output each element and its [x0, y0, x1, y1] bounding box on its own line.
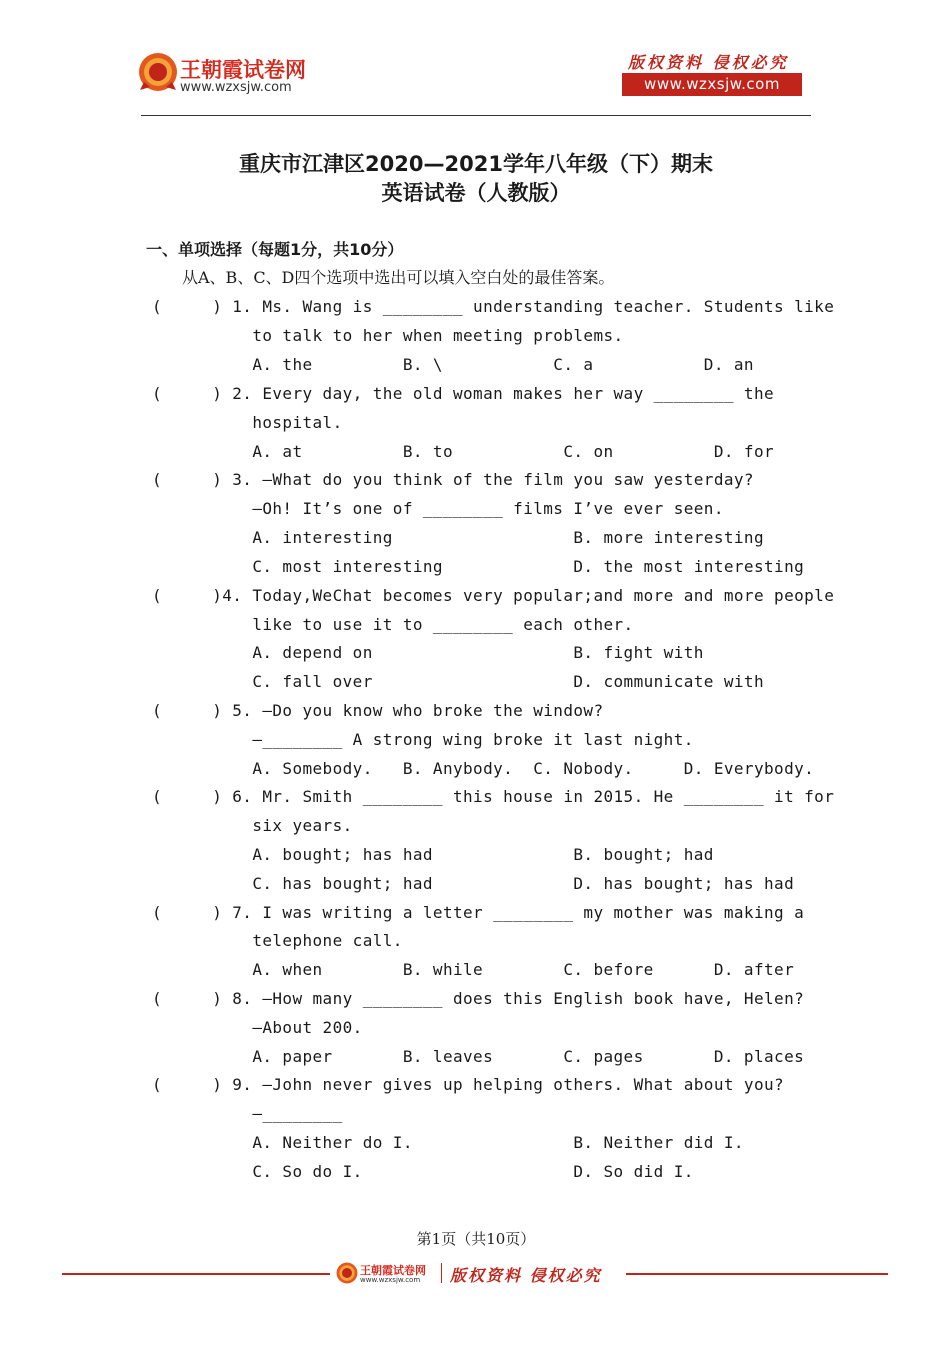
question-line: ( ) 7. I was writing a letter ________ my mother was making a — [152, 903, 805, 922]
question-line: C. So do I. D. So did I. — [152, 1162, 694, 1181]
footer-brand: 王朝霞试卷网 — [360, 1264, 426, 1277]
footer-divider-left — [62, 1273, 330, 1275]
question-line: ( ) 3. —What do you think of the film you saw yesterday? — [152, 470, 754, 489]
question-line: A. when B. while C. before D. after — [152, 960, 795, 979]
question-line: ( ) 1. Ms. Wang is ________ understanding teacher. Students like — [152, 297, 835, 316]
question-line: C. has bought; had D. has bought; has had — [152, 874, 795, 893]
question-line: ( )4. Today,WeChat becomes very popular;and more and more people — [152, 586, 835, 605]
section-instruction: 从A、B、C、D四个选项中选出可以填入空白处的最佳答案。 — [182, 268, 615, 287]
question-line: A. paper B. leaves C. pages D. places — [152, 1047, 805, 1066]
question-line: ( ) 2. Every day, the old woman makes her way ________ the — [152, 384, 775, 403]
section-heading: 一、单项选择（每题1分，共10分） — [146, 240, 404, 259]
question-line: A. depend on B. fight with — [152, 643, 704, 662]
question-line: A. bought; has had B. bought; had — [152, 845, 714, 864]
url-banner: www.wzxsjw.com — [622, 73, 802, 96]
question-line: A. Neither do I. B. Neither did I. — [152, 1133, 744, 1152]
question-line: —________ A strong wing broke it last night. — [152, 730, 694, 749]
question-line: A. interesting B. more interesting — [152, 528, 765, 547]
question-line: —Oh! It’s one of ________ films I’ve ever seen. — [152, 499, 724, 518]
medal-logo-icon — [336, 1262, 358, 1284]
question-line: hospital. — [152, 413, 343, 432]
footer-separator — [441, 1263, 442, 1283]
question-line: A. the B. \ C. a D. an — [152, 355, 754, 374]
question-line: to talk to her when meeting problems. — [152, 326, 624, 345]
brand-url: www.wzxsjw.com — [180, 80, 292, 95]
question-line: ( ) 8. —How many ________ does this English book have, Helen? — [152, 989, 805, 1008]
copyright-notice: 版权资料 侵权必究 — [628, 53, 789, 72]
question-line: ( ) 9. —John never gives up helping others. What about you? — [152, 1075, 785, 1094]
question-line: C. fall over D. communicate with — [152, 672, 765, 691]
question-line: —________ — [152, 1104, 343, 1123]
question-line: like to use it to ________ each other. — [152, 615, 634, 634]
question-line: A. Somebody. B. Anybody. C. Nobody. D. Everybody. — [152, 759, 815, 778]
footer-copyright: 版权资料 侵权必究 — [450, 1266, 602, 1285]
footer-divider-right — [626, 1273, 888, 1275]
header-divider — [141, 115, 811, 116]
medal-logo-icon — [138, 52, 178, 92]
question-line: telephone call. — [152, 931, 403, 950]
question-line: —About 200. — [152, 1018, 363, 1037]
exam-title: 重庆市江津区2020—2021学年八年级（下）期末 — [239, 152, 713, 176]
question-line: six years. — [152, 816, 353, 835]
question-line: ( ) 6. Mr. Smith ________ this house in 2015. He ________ it for — [152, 787, 835, 806]
footer-url: www.wzxsjw.com — [360, 1276, 421, 1284]
question-line: ( ) 5. —Do you know who broke the window? — [152, 701, 604, 720]
exam-subtitle: 英语试卷（人教版） — [381, 181, 571, 205]
question-line: C. most interesting D. the most interesting — [152, 557, 805, 576]
question-line: A. at B. to C. on D. for — [152, 442, 775, 461]
page-number: 第1页（共10页） — [416, 1230, 536, 1248]
brand-name: 王朝霞试卷网 — [180, 58, 306, 82]
